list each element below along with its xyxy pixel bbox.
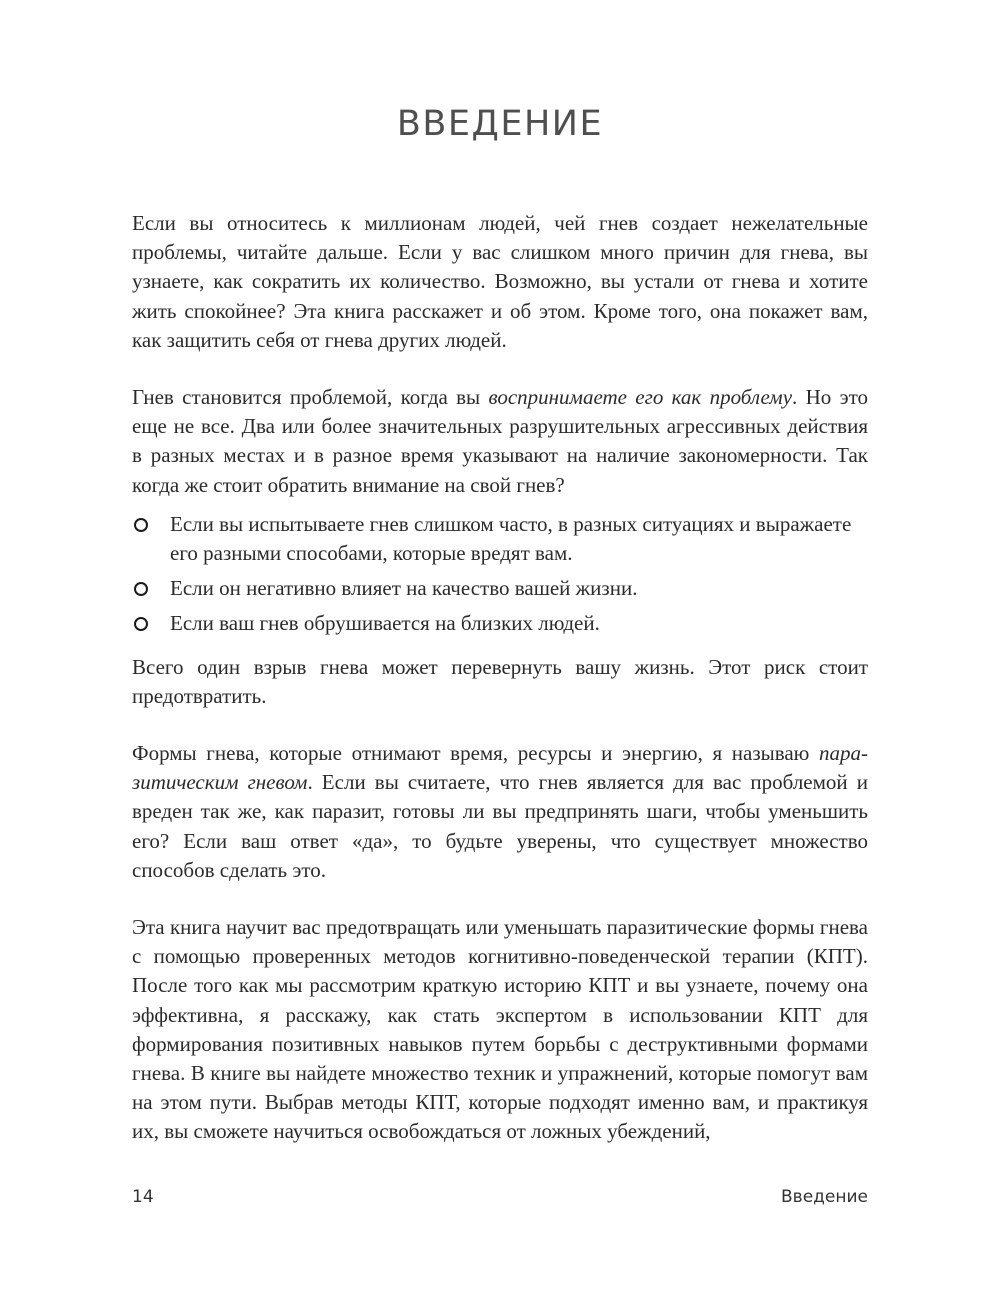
- list-item-text: Если он негативно влияет на качество вашей жизни.: [170, 576, 638, 601]
- paragraph-risk: Всего один взрыв гнева может перевернуть вашу жизнь. Этот риск стоит предотвратить.: [132, 654, 868, 708]
- list-item: [132, 609, 868, 638]
- list-item-text: Если вы испытываете гнев слишком часто, в разных ситуациях и выражаете его разными способами, которые вредят вам.: [170, 511, 852, 566]
- paragraph-parasitic-start: Формы гнева, которые отнимают время, ресурсы и энергию, я называю: [132, 741, 819, 766]
- list-item: [132, 574, 868, 603]
- paragraph-problem-end: . Но это еще не все. Два или более значительных разрушительных агрессивных действия в разных местах и в разное время указывают на наличие закономерности. Так когда же стоит обратить внимание на свой гнев?: [132, 385, 868, 497]
- list-item: [132, 510, 868, 568]
- chapter-title: ВВЕДЕНИЕ: [396, 104, 604, 144]
- circle-bullet-icon: [134, 617, 148, 631]
- paragraph-parasitic-emphasis: паразитическим гневом: [132, 741, 868, 795]
- body-text: [132, 209, 868, 1147]
- list-item-text: Если ваш гнев обрушивается на близких людей.: [170, 611, 600, 636]
- page-number: 14: [132, 1187, 154, 1207]
- circle-bullet-icon: [134, 518, 148, 532]
- bullet-list: [132, 510, 868, 639]
- page-footer: [132, 1187, 868, 1211]
- paragraph-cbt: Эта книга научит вас предотвращать или уменьшать паразитические формы гнева с помощью проверенных методов когнитивно-поведенческой терапии (КПТ). После того как мы рассмотрим краткую историю КПТ и вы узнаете, почему она эффективна, я расскажу, как стать экспертом в использовании КПТ для формирования позитивных навыков путем борьбы с деструктивными формами гнева. В книге вы найдете множество техник и упражнений, которые помогут вам на этом пути. Выбрав методы КПТ, которые подходят именно вам, и практикуя их, вы сможете научиться освобождаться от ложных убеждений,: [132, 915, 868, 1144]
- paragraph-problem-emphasis: воспринимаете его как проблему: [488, 385, 793, 410]
- running-head: Введение: [781, 1187, 868, 1207]
- paragraph-parasitic-end: . Если вы считаете, что гнев является для вас проблемой и вреден так же, как паразит, готовы ли вы предпринять шаги, чтобы уменьшить его? Если ваш ответ «да», то будьте уверены, что существует множество способов сделать это.: [132, 770, 868, 882]
- paragraph-intro: Если вы относитесь к миллионам людей, чей гнев создает нежелательные проблемы, читайте дальше. Если у вас слишком много причин для гнева, вы узнаете, как сократить их количество. Возможно, вы устали от гнева и хотите жить спокойнее? Эта книга расскажет и об этом. Кроме того, она покажет вам, как защитить себя от гнева других людей.: [132, 211, 868, 352]
- paragraph-problem-start: Гнев становится проблемой, когда вы: [132, 385, 489, 410]
- paragraph-problem: [132, 383, 868, 500]
- paragraph-parasitic-anger: [132, 739, 868, 885]
- circle-bullet-icon: [134, 582, 148, 596]
